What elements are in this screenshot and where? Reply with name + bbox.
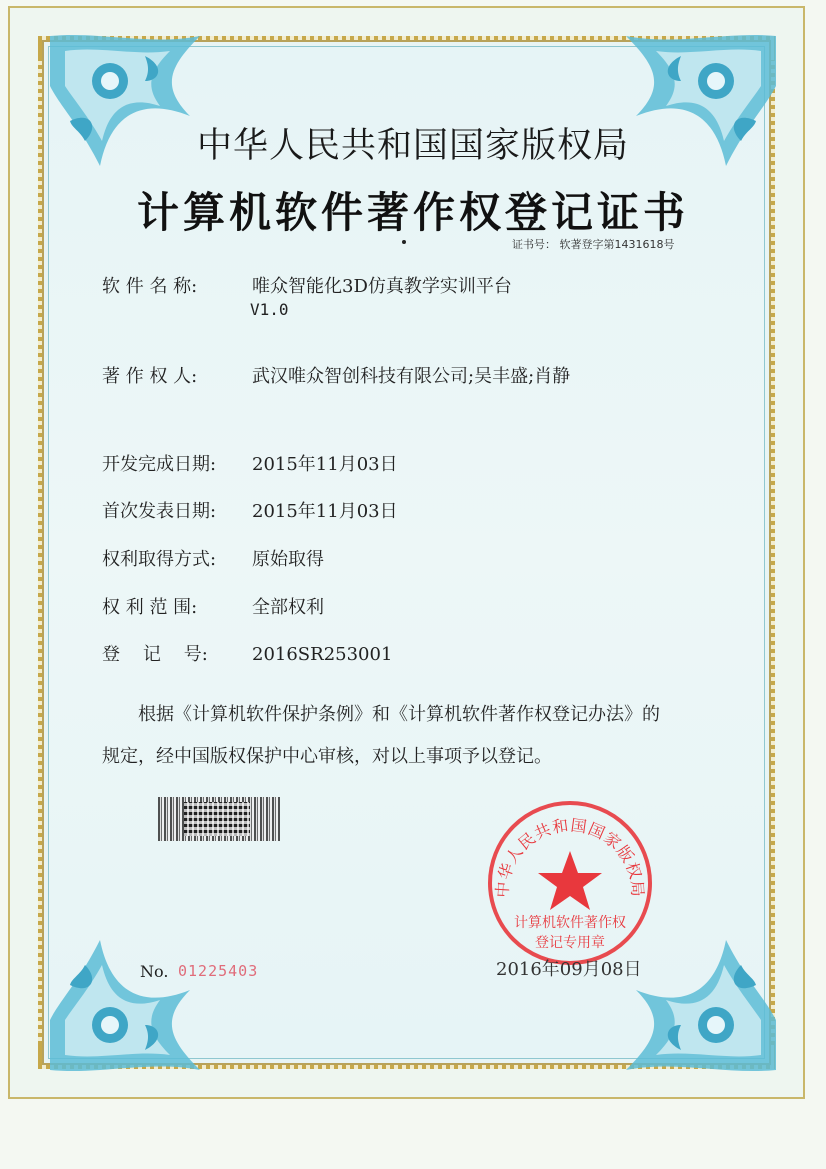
field-row (102, 450, 398, 476)
corner-ornament-icon (40, 930, 210, 1080)
field-value-version: V1.0 (250, 300, 289, 319)
statement-line: 规定，经中国版权保护中心审核，对以上事项予以登记。 (102, 746, 552, 767)
field-value: 武汉唯众智创科技有限公司;吴丰盛;肖静 (252, 366, 571, 387)
field-value: 2015年11月03日 (252, 454, 398, 475)
field-label: 软 件 名 称: (102, 276, 198, 297)
field-row (102, 272, 512, 298)
field-row (102, 545, 324, 571)
serial-number: 01225403 (178, 962, 259, 980)
certificate-number: 证书号： 软著登字第1431618号 (512, 238, 675, 251)
dot-mark (402, 240, 406, 244)
field-value: 原始取得 (252, 549, 324, 570)
serial-label: No. (140, 962, 169, 981)
field-row (102, 640, 392, 666)
issuer-title: 中华人民共和国国家版权局 (196, 126, 629, 166)
qr-code-icon (184, 802, 250, 836)
field-value: 全部权利 (252, 597, 324, 618)
field-row (102, 593, 324, 619)
field-label: 权 利 范 围: (102, 597, 198, 618)
field-row (102, 362, 570, 388)
field-label: 开发完成日期: (102, 454, 217, 475)
certificate-title: 计算机软件著作权登记证书 (136, 188, 689, 237)
field-value: 2015年11月03日 (252, 501, 398, 522)
field-value: 2016SR253001 (252, 644, 393, 665)
issue-date: 2016年09月08日 (496, 959, 642, 980)
field-label: 权利取得方式: (102, 549, 217, 570)
field-value: 唯众智能化3D仿真教学实训平台 (252, 276, 512, 297)
field-row (102, 497, 398, 523)
official-seal-icon (480, 793, 660, 973)
field-label: 首次发表日期: (102, 501, 217, 522)
statement-paragraph (102, 694, 742, 778)
seal-outer-text: 中华人民共和国国家版权局 (492, 815, 648, 899)
seal-inner-line1: 计算机软件著作权 (514, 915, 626, 931)
statement-line: 根据《计算机软件保护条例》和《计算机软件著作权登记办法》的 (138, 704, 660, 725)
field-label: 登 记 号: (102, 644, 208, 665)
field-label: 著 作 权 人: (102, 366, 198, 387)
seal-inner-line2: 登记专用章 (535, 935, 605, 951)
